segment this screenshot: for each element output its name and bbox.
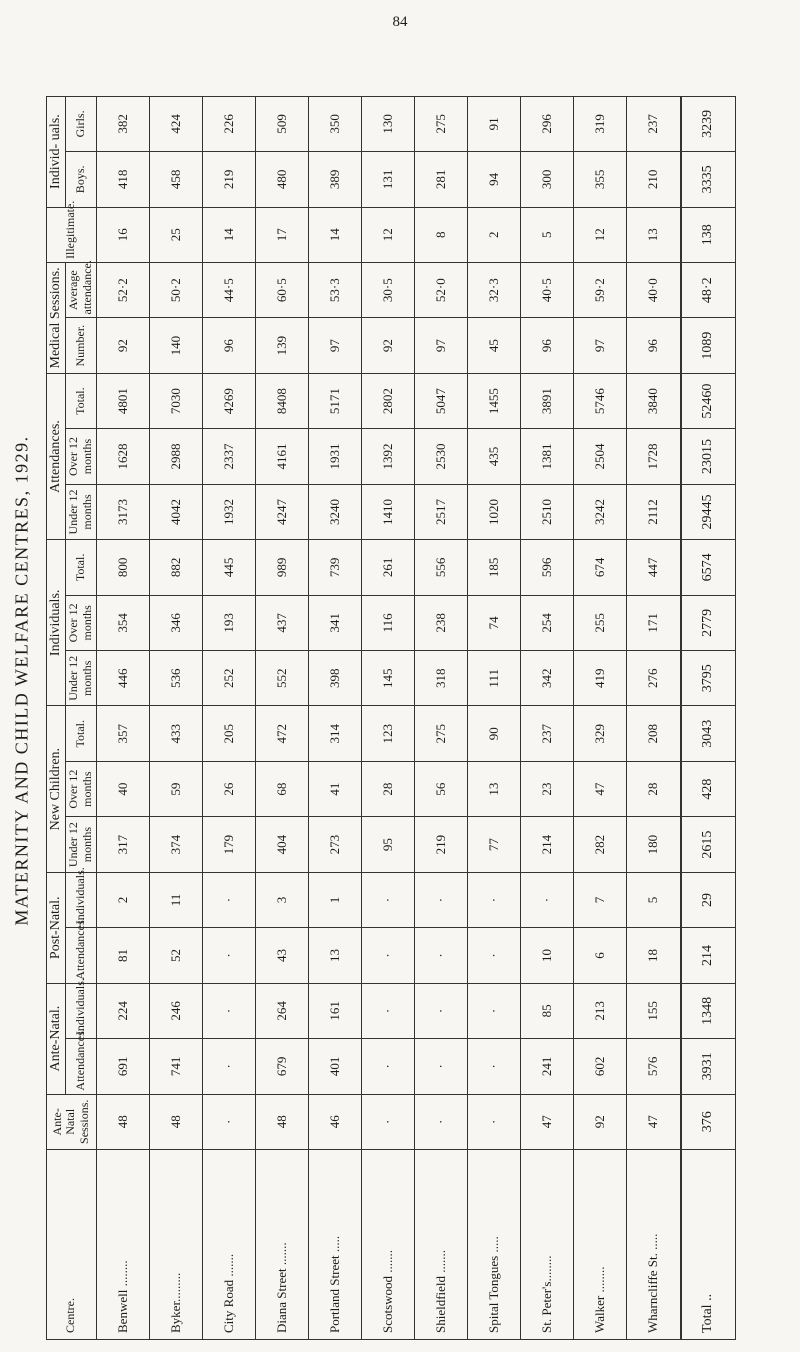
cell-ms-num: 97 bbox=[414, 318, 467, 373]
cell-nc-o12: 59 bbox=[149, 761, 202, 816]
cell-at-u12: 2112 bbox=[627, 484, 681, 539]
cell-in-u12: 398 bbox=[308, 651, 361, 706]
centre-name-cell: Shieldfield ....... bbox=[414, 1150, 467, 1340]
cell-ms-avg: 53·3 bbox=[308, 263, 361, 318]
header-boys: Boys. bbox=[66, 152, 97, 207]
cell-nc-tot: 433 bbox=[149, 706, 202, 761]
cell-in-tot: 989 bbox=[255, 540, 308, 595]
table-row bbox=[202, 41, 255, 1340]
cell-in-u12: 419 bbox=[573, 651, 626, 706]
cell-in-u12: 252 bbox=[202, 651, 255, 706]
header-in-over-12: Over 12 months bbox=[66, 595, 97, 650]
cell-ms-num: 139 bbox=[255, 318, 308, 373]
header-individ-uals: Individ- uals. bbox=[47, 96, 66, 207]
cell-in-o12: 437 bbox=[255, 595, 308, 650]
cell-ms-avg: 40·0 bbox=[627, 263, 681, 318]
cell-pn-ind: 5 bbox=[627, 872, 681, 927]
cell-ans: · bbox=[361, 1094, 414, 1149]
cell-an-att: 691 bbox=[96, 1039, 149, 1094]
cell-in-o12: 193 bbox=[202, 595, 255, 650]
cell-boys: 389 bbox=[308, 152, 361, 207]
cell-in-tot: 739 bbox=[308, 540, 361, 595]
table-row bbox=[308, 41, 361, 1340]
cell-girls: 509 bbox=[255, 96, 308, 151]
cell-in-u12: 342 bbox=[520, 651, 573, 706]
cell-at-o12: 1392 bbox=[361, 429, 414, 484]
header-in-total: Total. bbox=[66, 540, 97, 595]
cell-an-ind: · bbox=[202, 983, 255, 1038]
cell-ans: 46 bbox=[308, 1094, 361, 1149]
cell-at-tot: 3891 bbox=[520, 373, 573, 428]
cell-illeg: 138 bbox=[681, 207, 736, 262]
header-medical-sessions: Medical Sessions. bbox=[47, 263, 66, 374]
cell-boys: 300 bbox=[520, 152, 573, 207]
cell-nc-o12: 428 bbox=[681, 761, 736, 816]
cell-boys: 210 bbox=[627, 152, 681, 207]
table-body bbox=[96, 41, 735, 1340]
cell-ms-num: 96 bbox=[627, 318, 681, 373]
page-number: 84 bbox=[392, 14, 408, 30]
header-nc-under-12: Under 12 months bbox=[66, 817, 97, 872]
cell-in-o12: 238 bbox=[414, 595, 467, 650]
cell-pn-ind: 29 bbox=[681, 872, 736, 927]
centre-name-cell: City Road ....... bbox=[202, 1150, 255, 1340]
cell-at-tot: 4801 bbox=[96, 373, 149, 428]
cell-pn-ind: · bbox=[520, 872, 573, 927]
cell-at-o12: 2530 bbox=[414, 429, 467, 484]
header-nc-over-12: Over 12 months bbox=[66, 761, 97, 816]
cell-nc-u12: 2615 bbox=[681, 817, 736, 872]
cell-nc-tot: 90 bbox=[467, 706, 520, 761]
cell-at-tot: 7030 bbox=[149, 373, 202, 428]
cell-at-u12: 29445 bbox=[681, 484, 736, 539]
cell-boys: 458 bbox=[149, 152, 202, 207]
cell-ms-avg: 60·5 bbox=[255, 263, 308, 318]
cell-girls: 91 bbox=[467, 96, 520, 151]
cell-pn-ind: · bbox=[414, 872, 467, 927]
cell-an-att: 241 bbox=[520, 1039, 573, 1094]
cell-at-tot: 5171 bbox=[308, 373, 361, 428]
header-at-total: Total. bbox=[66, 373, 97, 428]
cell-ms-avg: 32·3 bbox=[467, 263, 520, 318]
cell-at-o12: 2337 bbox=[202, 429, 255, 484]
cell-girls: 3239 bbox=[681, 96, 736, 151]
cell-an-att: · bbox=[202, 1039, 255, 1094]
cell-nc-u12: 95 bbox=[361, 817, 414, 872]
cell-ms-num: 92 bbox=[361, 318, 414, 373]
cell-nc-tot: 275 bbox=[414, 706, 467, 761]
header-at-over-12: Over 12 months bbox=[66, 429, 97, 484]
cell-boys: 3335 bbox=[681, 152, 736, 207]
cell-in-tot: 261 bbox=[361, 540, 414, 595]
cell-an-ind: · bbox=[414, 983, 467, 1038]
cell-at-u12: 3242 bbox=[573, 484, 626, 539]
cell-nc-u12: 214 bbox=[520, 817, 573, 872]
centre-name-cell: Spital Tongues ..... bbox=[467, 1150, 520, 1340]
cell-ans: 48 bbox=[255, 1094, 308, 1149]
cell-in-o12: 255 bbox=[573, 595, 626, 650]
cell-nc-o12: 28 bbox=[361, 761, 414, 816]
cell-pn-att: 52 bbox=[149, 928, 202, 983]
cell-nc-u12: 317 bbox=[96, 817, 149, 872]
cell-boys: 480 bbox=[255, 152, 308, 207]
cell-at-o12: 1931 bbox=[308, 429, 361, 484]
cell-nc-u12: 180 bbox=[627, 817, 681, 872]
cell-nc-o12: 56 bbox=[414, 761, 467, 816]
header-an-individuals: Individuals. bbox=[66, 983, 97, 1038]
table-row bbox=[627, 41, 681, 1340]
cell-illeg: 17 bbox=[255, 207, 308, 262]
header-at-under-12: Under 12 months bbox=[66, 484, 97, 539]
table-row bbox=[255, 41, 308, 1340]
cell-nc-tot: 472 bbox=[255, 706, 308, 761]
cell-pn-ind: · bbox=[202, 872, 255, 927]
cell-ans: · bbox=[202, 1094, 255, 1149]
cell-pn-ind: · bbox=[467, 872, 520, 927]
rotated-table bbox=[46, 40, 736, 1340]
cell-at-tot: 5047 bbox=[414, 373, 467, 428]
cell-at-u12: 4042 bbox=[149, 484, 202, 539]
cell-illeg: 8 bbox=[414, 207, 467, 262]
cell-an-ind: · bbox=[361, 983, 414, 1038]
header-pn-attendances: Attendances. bbox=[66, 928, 97, 983]
cell-in-o12: 341 bbox=[308, 595, 361, 650]
header-attendances: Attendances. bbox=[47, 373, 66, 539]
header-ms-average: Average attendance. bbox=[66, 263, 97, 318]
cell-in-tot: 556 bbox=[414, 540, 467, 595]
cell-pn-att: · bbox=[414, 928, 467, 983]
cell-nc-u12: 282 bbox=[573, 817, 626, 872]
welfare-centres-table bbox=[46, 40, 736, 1340]
cell-nc-u12: 77 bbox=[467, 817, 520, 872]
cell-in-o12: 171 bbox=[627, 595, 681, 650]
cell-boys: 219 bbox=[202, 152, 255, 207]
cell-girls: 130 bbox=[361, 96, 414, 151]
cell-nc-tot: 329 bbox=[573, 706, 626, 761]
cell-ms-num: 97 bbox=[573, 318, 626, 373]
table-row bbox=[96, 41, 149, 1340]
header-pn-individuals: Individuals. bbox=[66, 872, 97, 927]
table-row bbox=[573, 41, 626, 1340]
cell-nc-tot: 237 bbox=[520, 706, 573, 761]
table-title: MATERNITY AND CHILD WELFARE CENTRES, 1929. bbox=[11, 434, 32, 926]
cell-nc-tot: 357 bbox=[96, 706, 149, 761]
cell-pn-att: 6 bbox=[573, 928, 626, 983]
cell-illeg: 13 bbox=[627, 207, 681, 262]
cell-an-att: 679 bbox=[255, 1039, 308, 1094]
cell-girls: 382 bbox=[96, 96, 149, 151]
cell-nc-tot: 208 bbox=[627, 706, 681, 761]
cell-illeg: 14 bbox=[202, 207, 255, 262]
cell-pn-att: 214 bbox=[681, 928, 736, 983]
cell-girls: 350 bbox=[308, 96, 361, 151]
cell-pn-att: · bbox=[202, 928, 255, 983]
cell-ms-num: 92 bbox=[96, 318, 149, 373]
centre-name-cell: Benwell ........ bbox=[96, 1150, 149, 1340]
cell-ms-avg: 52·2 bbox=[96, 263, 149, 318]
cell-girls: 424 bbox=[149, 96, 202, 151]
cell-an-att: · bbox=[361, 1039, 414, 1094]
cell-ms-avg: 40·5 bbox=[520, 263, 573, 318]
cell-in-o12: 116 bbox=[361, 595, 414, 650]
cell-an-ind: 224 bbox=[96, 983, 149, 1038]
cell-pn-att: · bbox=[467, 928, 520, 983]
header-post-natal: Post-Natal. bbox=[47, 872, 66, 983]
cell-at-u12: 1932 bbox=[202, 484, 255, 539]
cell-an-ind: 264 bbox=[255, 983, 308, 1038]
cell-ms-num: 140 bbox=[149, 318, 202, 373]
cell-girls: 226 bbox=[202, 96, 255, 151]
cell-nc-u12: 273 bbox=[308, 817, 361, 872]
cell-in-tot: 6574 bbox=[681, 540, 736, 595]
cell-an-att: 3931 bbox=[681, 1039, 736, 1094]
cell-ans: 48 bbox=[96, 1094, 149, 1149]
cell-at-tot: 1455 bbox=[467, 373, 520, 428]
cell-pn-ind: 7 bbox=[573, 872, 626, 927]
centre-name-cell: Total .. bbox=[681, 1150, 736, 1340]
centre-name-cell: Byker......... bbox=[149, 1150, 202, 1340]
table-title-wrapper bbox=[2, 434, 42, 926]
cell-pn-att: 43 bbox=[255, 928, 308, 983]
cell-ms-avg: 52·0 bbox=[414, 263, 467, 318]
cell-in-u12: 276 bbox=[627, 651, 681, 706]
cell-at-u12: 4247 bbox=[255, 484, 308, 539]
cell-an-ind: · bbox=[467, 983, 520, 1038]
cell-at-u12: 2510 bbox=[520, 484, 573, 539]
cell-an-ind: 1348 bbox=[681, 983, 736, 1038]
cell-pn-ind: 3 bbox=[255, 872, 308, 927]
table-row bbox=[414, 41, 467, 1340]
cell-girls: 237 bbox=[627, 96, 681, 151]
cell-in-u12: 552 bbox=[255, 651, 308, 706]
cell-in-o12: 74 bbox=[467, 595, 520, 650]
cell-an-ind: 246 bbox=[149, 983, 202, 1038]
cell-at-o12: 1628 bbox=[96, 429, 149, 484]
cell-illeg: 12 bbox=[573, 207, 626, 262]
cell-in-tot: 800 bbox=[96, 540, 149, 595]
cell-in-tot: 445 bbox=[202, 540, 255, 595]
cell-in-o12: 2779 bbox=[681, 595, 736, 650]
cell-in-tot: 447 bbox=[627, 540, 681, 595]
cell-boys: 131 bbox=[361, 152, 414, 207]
cell-at-u12: 3173 bbox=[96, 484, 149, 539]
header-new-children: New Children. bbox=[47, 706, 66, 872]
cell-ans: · bbox=[414, 1094, 467, 1149]
cell-pn-att: · bbox=[361, 928, 414, 983]
cell-nc-tot: 205 bbox=[202, 706, 255, 761]
header-an-attendances: Attendances. bbox=[66, 1039, 97, 1094]
cell-at-o12: 2504 bbox=[573, 429, 626, 484]
cell-in-o12: 354 bbox=[96, 595, 149, 650]
cell-at-tot: 8408 bbox=[255, 373, 308, 428]
cell-an-ind: 155 bbox=[627, 983, 681, 1038]
cell-girls: 296 bbox=[520, 96, 573, 151]
cell-nc-u12: 219 bbox=[414, 817, 467, 872]
cell-an-att: · bbox=[414, 1039, 467, 1094]
cell-ms-num: 96 bbox=[202, 318, 255, 373]
cell-at-tot: 52460 bbox=[681, 373, 736, 428]
cell-an-ind: 161 bbox=[308, 983, 361, 1038]
cell-at-u12: 3240 bbox=[308, 484, 361, 539]
cell-nc-o12: 13 bbox=[467, 761, 520, 816]
cell-in-u12: 536 bbox=[149, 651, 202, 706]
cell-in-tot: 596 bbox=[520, 540, 573, 595]
cell-at-u12: 2517 bbox=[414, 484, 467, 539]
cell-nc-o12: 41 bbox=[308, 761, 361, 816]
cell-at-o12: 1728 bbox=[627, 429, 681, 484]
cell-pn-att: 10 bbox=[520, 928, 573, 983]
table-frame bbox=[46, 40, 800, 1333]
cell-at-o12: 23015 bbox=[681, 429, 736, 484]
cell-an-att: · bbox=[467, 1039, 520, 1094]
cell-at-o12: 1381 bbox=[520, 429, 573, 484]
table-row bbox=[467, 41, 520, 1340]
cell-an-att: 602 bbox=[573, 1039, 626, 1094]
cell-an-ind: 85 bbox=[520, 983, 573, 1038]
cell-nc-o12: 68 bbox=[255, 761, 308, 816]
cell-illeg: 14 bbox=[308, 207, 361, 262]
cell-pn-att: 81 bbox=[96, 928, 149, 983]
total-row bbox=[681, 41, 736, 1340]
table-row bbox=[520, 41, 573, 1340]
cell-pn-ind: · bbox=[361, 872, 414, 927]
cell-ms-avg: 44·5 bbox=[202, 263, 255, 318]
cell-ms-num: 1089 bbox=[681, 318, 736, 373]
cell-ans: 47 bbox=[520, 1094, 573, 1149]
header-illegitimate: Illegitimate. bbox=[47, 207, 97, 262]
cell-in-o12: 254 bbox=[520, 595, 573, 650]
cell-ms-avg: 50·2 bbox=[149, 263, 202, 318]
cell-nc-tot: 123 bbox=[361, 706, 414, 761]
cell-ans: 376 bbox=[681, 1094, 736, 1149]
cell-ms-avg: 59·2 bbox=[573, 263, 626, 318]
cell-ans: 47 bbox=[627, 1094, 681, 1149]
cell-at-u12: 1020 bbox=[467, 484, 520, 539]
cell-ms-avg: 30·5 bbox=[361, 263, 414, 318]
cell-an-ind: 213 bbox=[573, 983, 626, 1038]
cell-pn-ind: 1 bbox=[308, 872, 361, 927]
cell-illeg: 2 bbox=[467, 207, 520, 262]
cell-at-o12: 2988 bbox=[149, 429, 202, 484]
cell-illeg: 25 bbox=[149, 207, 202, 262]
cell-pn-att: 18 bbox=[627, 928, 681, 983]
cell-ms-num: 96 bbox=[520, 318, 573, 373]
table-row bbox=[361, 41, 414, 1340]
cell-in-u12: 446 bbox=[96, 651, 149, 706]
header-in-under-12: Under 12 months bbox=[66, 651, 97, 706]
centre-name-cell: Scotswood ....... bbox=[361, 1150, 414, 1340]
cell-at-o12: 4161 bbox=[255, 429, 308, 484]
cell-nc-o12: 40 bbox=[96, 761, 149, 816]
header-nc-total: Total. bbox=[66, 706, 97, 761]
cell-in-tot: 882 bbox=[149, 540, 202, 595]
cell-nc-o12: 26 bbox=[202, 761, 255, 816]
cell-pn-ind: 2 bbox=[96, 872, 149, 927]
cell-in-u12: 111 bbox=[467, 651, 520, 706]
cell-nc-o12: 23 bbox=[520, 761, 573, 816]
cell-illeg: 12 bbox=[361, 207, 414, 262]
header-ante-natal-sessions: Ante-Natal Sessions. bbox=[47, 1094, 97, 1149]
cell-at-o12: 435 bbox=[467, 429, 520, 484]
header-ms-number: Number. bbox=[66, 318, 97, 373]
centre-name-cell: St. Peter's........ bbox=[520, 1150, 573, 1340]
cell-in-u12: 3795 bbox=[681, 651, 736, 706]
centre-name-cell: Walker ........ bbox=[573, 1150, 626, 1340]
cell-at-u12: 1410 bbox=[361, 484, 414, 539]
cell-nc-tot: 314 bbox=[308, 706, 361, 761]
cell-boys: 418 bbox=[96, 152, 149, 207]
header-individuals: Individuals. bbox=[47, 540, 66, 706]
cell-girls: 275 bbox=[414, 96, 467, 151]
cell-in-o12: 346 bbox=[149, 595, 202, 650]
cell-ms-num: 97 bbox=[308, 318, 361, 373]
table-row bbox=[149, 41, 202, 1340]
header-row-groups bbox=[47, 41, 66, 1340]
centre-name-cell: Wharncliffe St. ..... bbox=[627, 1150, 681, 1340]
cell-an-att: 741 bbox=[149, 1039, 202, 1094]
cell-boys: 281 bbox=[414, 152, 467, 207]
centre-name-cell: Portland Street ..... bbox=[308, 1150, 361, 1340]
cell-ms-avg: 48·2 bbox=[681, 263, 736, 318]
cell-illeg: 5 bbox=[520, 207, 573, 262]
cell-ms-num: 45 bbox=[467, 318, 520, 373]
cell-an-att: 576 bbox=[627, 1039, 681, 1094]
cell-in-u12: 318 bbox=[414, 651, 467, 706]
cell-ans: 48 bbox=[149, 1094, 202, 1149]
cell-pn-ind: 11 bbox=[149, 872, 202, 927]
cell-boys: 355 bbox=[573, 152, 626, 207]
cell-nc-u12: 374 bbox=[149, 817, 202, 872]
cell-in-u12: 145 bbox=[361, 651, 414, 706]
cell-ans: · bbox=[467, 1094, 520, 1149]
cell-nc-o12: 47 bbox=[573, 761, 626, 816]
cell-ans: 92 bbox=[573, 1094, 626, 1149]
cell-nc-u12: 404 bbox=[255, 817, 308, 872]
cell-boys: 94 bbox=[467, 152, 520, 207]
cell-at-tot: 4269 bbox=[202, 373, 255, 428]
cell-nc-o12: 28 bbox=[627, 761, 681, 816]
cell-girls: 319 bbox=[573, 96, 626, 151]
centre-name-cell: Diana Street ....... bbox=[255, 1150, 308, 1340]
cell-pn-att: 13 bbox=[308, 928, 361, 983]
header-centre: Centre. bbox=[47, 1150, 97, 1340]
cell-illeg: 16 bbox=[96, 207, 149, 262]
cell-in-tot: 674 bbox=[573, 540, 626, 595]
cell-nc-tot: 3043 bbox=[681, 706, 736, 761]
cell-an-att: 401 bbox=[308, 1039, 361, 1094]
cell-at-tot: 5746 bbox=[573, 373, 626, 428]
header-ante-natal: Ante-Natal. bbox=[47, 983, 66, 1094]
cell-in-tot: 185 bbox=[467, 540, 520, 595]
cell-at-tot: 3840 bbox=[627, 373, 681, 428]
cell-at-tot: 2802 bbox=[361, 373, 414, 428]
cell-nc-u12: 179 bbox=[202, 817, 255, 872]
header-girls: Girls. bbox=[66, 96, 97, 151]
